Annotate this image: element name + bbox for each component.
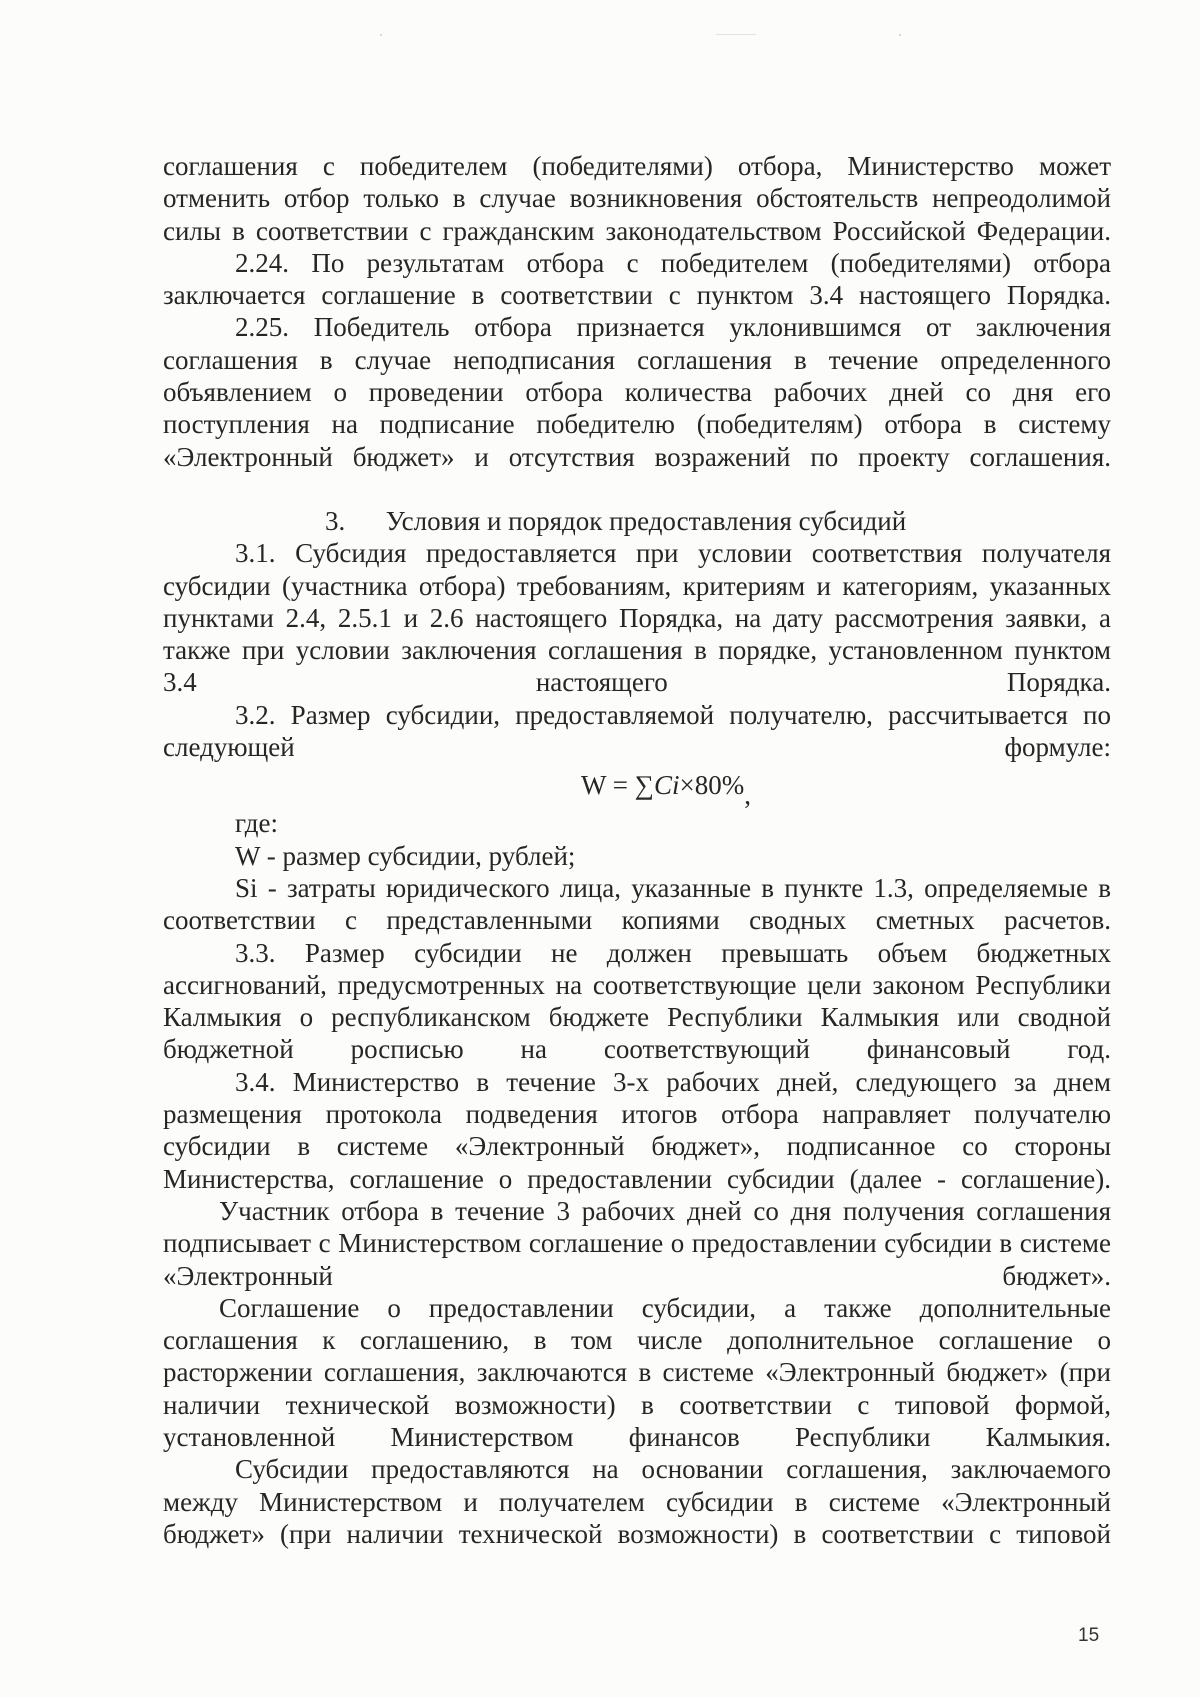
formula-sum: ∑ [634,770,654,801]
section-title: Условия и порядок предоставления субсидий [385,505,907,536]
scan-speck [380,34,382,36]
formula-definition-w: W - размер субсидии, рублей; [235,840,576,871]
paragraph-agreement-form: Соглашение о предоставлении субсидии, а также дополнительные соглашения к соглашению, в том числе дополнительное соглашение о расторжении соглашения, заключаются в системе «Электронный бюджет» (при наличии технической возможности) в соответствии с типовой формой, установленной Министерством финансов Республики Калмыкия. [163,1292,1111,1452]
formula-lhs: W = [581,770,635,801]
scan-speck [716,34,756,35]
formula-ci: Ci [653,770,680,801]
paragraph-subsidy-basis: Субсидии предоставляются на основании соглашения, заключаемого между Министерством и получателем субсидии в системе «Электронный бюджет» (при наличии технической возможности) в соответствии с типовой [163,1454,1111,1549]
formula-comma: , [744,780,751,811]
subsidy-formula [163,763,1111,811]
paragraph-2-24: 2.24. По результатам отбора с победителем (победителями) отбора заключается соглашение в соответствии с пунктом 3.4 настоящего Порядка. [163,247,1111,311]
paragraph-3-4: 3.4. Министерство в течение 3-х рабочих дней, следующего за днем размещения протокола подведения итогов отбора направляет получателю субсидии в системе «Электронный бюджет», подписанное со стороны Министерства, соглашение о предоставлении субсидии (далее - соглашение). [163,1066,1111,1194]
scan-speck [899,34,901,36]
paragraph-3-2: 3.2. Размер субсидии, предоставляемой получателю, рассчитывается по следующей формуле: [163,699,1111,763]
formula-definition-si: Si - затраты юридического лица, указанные в пункте 1.3, определяемые в соответствии с представленными копиями сводных сметных расчетов. [163,872,1111,936]
paragraph-participant-signing: Участник отбора в течение 3 рабочих дней со дня получения соглашения подписывает с Министерством соглашение о предоставлении субсидии в системе «Электронный бюджет». [163,1195,1111,1291]
section-heading [163,505,1111,537]
formula-rest: ×80% [679,770,745,801]
paragraph-3-1: 3.1. Субсидия предоставляется при условии соответствия получателя субсидии (участника отбора) требованиям, критериям и категориям, указанных пунктами 2.4, 2.5.1 и 2.6 настоящего Порядка, на дату рассмотрения заявки, а также при условии заключения соглашения в порядке, установленном пунктом 3.4 настоящего Порядка. [163,538,1111,698]
page-number: 15 [1078,1625,1100,1646]
document-body [163,150,1111,1550]
paragraph-2-25: 2.25. Победитель отбора признается уклонившимся от заключения соглашения в случае неподписания соглашения в течение определенного объявлением о проведении отбора количества рабочих дней со дня его поступления на подписание победителю (победителям) отбора в систему «Электронный бюджет» и отсутствия возражений по проекту соглашения. [163,312,1111,472]
paragraph-3-3: 3.3. Размер субсидии не должен превышать объем бюджетных ассигнований, предусмотренных на соответствующие цели законом Республики Калмыкия о республиканском бюджете Республики Калмыкия или сводной бюджетной росписью на соответствующий финансовый год. [163,937,1111,1065]
section-number: 3. [325,505,346,536]
paragraph-gap [163,473,1111,505]
paragraph-continuation: соглашения с победителем (победителями) отбора, Министерство может отменить отбор только в случае возникновения обстоятельств непреодолимой силы в соответствии с гражданским законодательством Российской Федерации. [163,151,1111,246]
formula-where: где: [235,808,278,839]
